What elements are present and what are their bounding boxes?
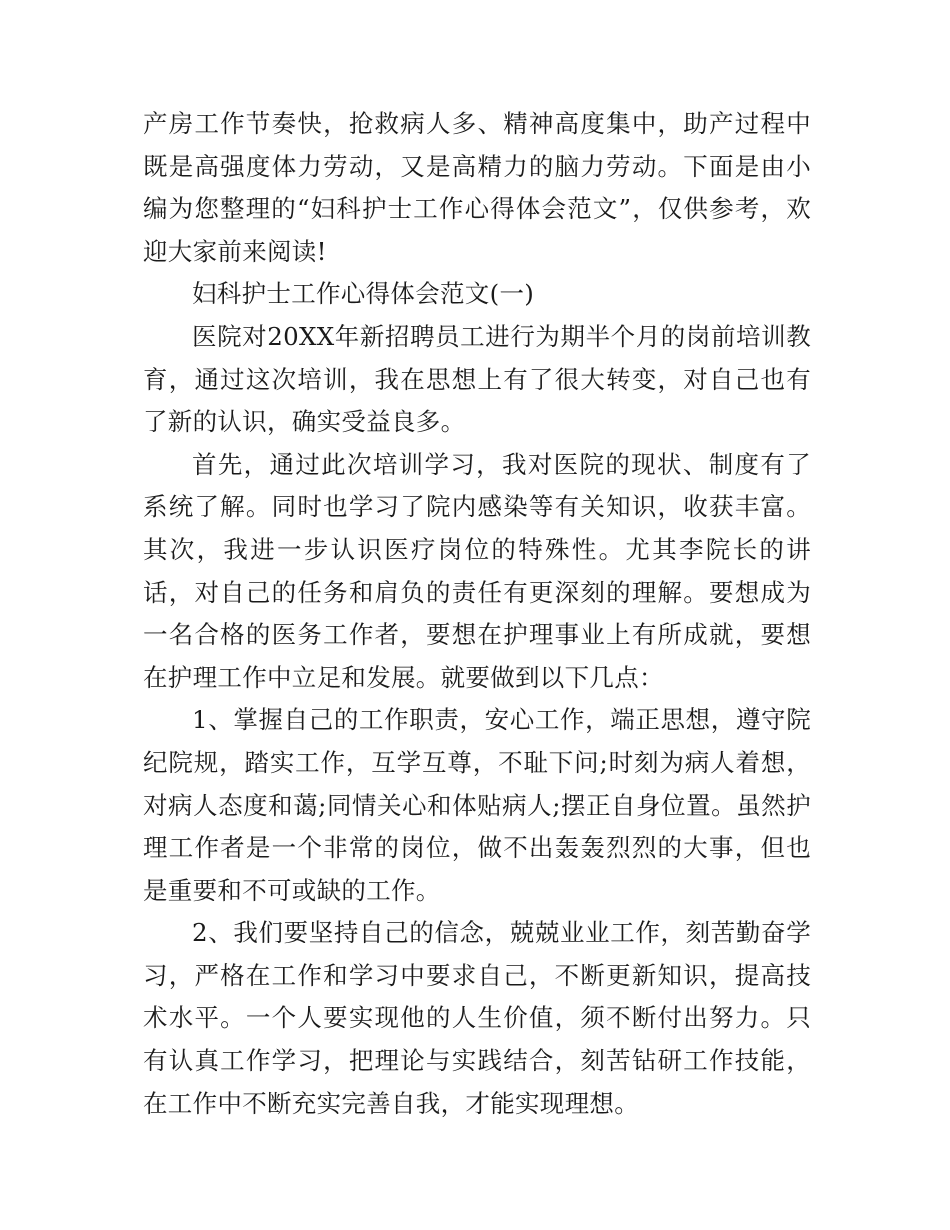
list-item-2: 2、我们要坚持自己的信念，兢兢业业工作，刻苦勤奋学习，严格在工作和学习中要求自己，不断更新知识，提高技术水平。一个人要实现他的人生价值，须不断付出努力。只有认真工作学习，把理论与实践结合，刻苦钻研工作技能，在工作中不断充实完善自我，才能实现理想。: [143, 918, 811, 1118]
section-title: 妇科护士工作心得体会范文(一): [192, 279, 535, 309]
body-paragraph: 医院对20XX年新招聘员工进行为期半个月的岗前培训教育，通过这次培训，我在思想上有了很大转变，对自己也有了新的认识，确实受益良多。: [143, 321, 811, 437]
body-paragraph: 首先，通过此次培训学习，我对医院的现状、制度有了系统了解。同时也学习了院内感染等有关知识，收获丰富。其次，我进一步认识医疗岗位的特殊性。尤其李院长的讲话，对自己的任务和肩负的责任有更深刻的理解。要想成为一名合格的医务工作者，要想在护理事业上有所成就，要想在护理工作中立足和发展。就要做到以下几点：: [143, 449, 811, 692]
list-item-1: 1、掌握自己的工作职责，安心工作，端正思想，遵守院纪院规，踏实工作，互学互尊，不耻下问;时刻为病人着想，对病人态度和蔼;同情关心和体贴病人;摆正自身位置。虽然护理工作者是一个非常的岗位，做不出轰轰烈烈的大事，但也是重要和不可或缺的工作。: [143, 705, 811, 905]
intro-paragraph: 产房工作节奏快，抢救病人多、精神高度集中，助产过程中既是高强度体力劳动，又是高精力的脑力劳动。下面是由小编为您整理的“妇科护士工作心得体会范文”，仅供参考，欢迎大家前来阅读!: [143, 109, 811, 266]
document-page: [143, 103, 811, 1125]
